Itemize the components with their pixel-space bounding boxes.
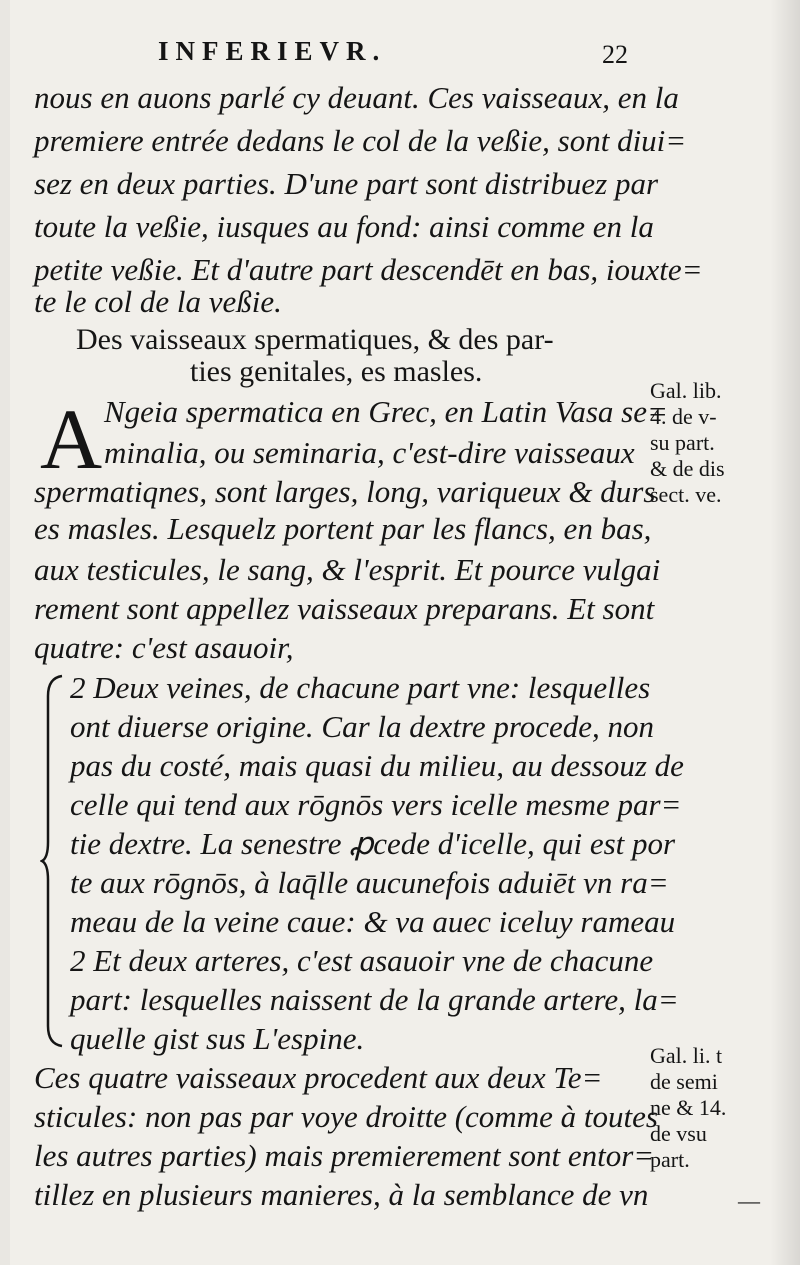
text-line: premiere entrée dedans le col de la veßie, sont diui= bbox=[34, 123, 687, 158]
margin-note-line: ne & 14. bbox=[650, 1094, 727, 1120]
text-line: meau de la veine caue: & va auec iceluy rameau bbox=[70, 904, 676, 939]
margin-note-line: & de dis bbox=[650, 455, 725, 481]
text-line: celle qui tend aux rōgnōs vers icelle mesme par= bbox=[70, 787, 682, 822]
text-line: tie dextre. La senestre ꝓcede d'icelle, qui est por bbox=[70, 826, 676, 861]
text-line: rement sont appellez vaisseaux preparans. Et sont bbox=[34, 591, 655, 626]
text-line: es masles. Lesquelz portent par les flancs, en bas, bbox=[34, 511, 652, 546]
text-line: quelle gist sus L'espine. bbox=[70, 1021, 365, 1056]
margin-note-line: sect. ve. bbox=[650, 481, 722, 507]
margin-note-line: 4. de v- bbox=[650, 403, 717, 429]
catchword-dash: — bbox=[738, 1188, 760, 1213]
margin-note-1 bbox=[650, 378, 725, 508]
margin-note-line: Gal. lib. bbox=[650, 378, 722, 403]
text-line: ont diuerse origine. Car la dextre procede, non bbox=[70, 709, 655, 744]
text-line: Ngeia spermatica en Grec, en Latin Vasa se= bbox=[104, 394, 668, 429]
text-line: spermatiqnes, sont larges, long, variqueux & durs bbox=[34, 474, 656, 509]
text-line: minalia, ou seminaria, c'est-dire vaisseaux bbox=[104, 435, 635, 470]
text-line: toute la veßie, iusques au fond: ainsi comme en la bbox=[34, 209, 654, 244]
book-page bbox=[10, 0, 800, 1265]
margin-note-line: de vsu bbox=[650, 1120, 707, 1146]
curly-brace-icon bbox=[40, 672, 66, 1050]
text-line: tillez en plusieurs manieres, à la semblance de vn bbox=[34, 1177, 649, 1212]
margin-note-line: de semi bbox=[650, 1068, 718, 1094]
text-line: 2 Et deux arteres, c'est asauoir vne de chacune bbox=[70, 943, 654, 978]
text-line: quatre: c'est asauoir, bbox=[34, 630, 294, 665]
margin-note-line: part. bbox=[650, 1146, 690, 1172]
section-heading-line-1: Des vaisseaux spermatiques, & des par- bbox=[76, 323, 554, 356]
text-line: pas du costé, mais quasi du milieu, au dessouz de bbox=[70, 748, 684, 783]
drop-cap: A bbox=[40, 391, 103, 487]
text-line: nous en auons parlé cy deuant. Ces vaisseaux, en la bbox=[34, 80, 679, 115]
text-line: sez en deux parties. D'une part sont distribuez par bbox=[34, 166, 659, 201]
page-number: 22 bbox=[602, 40, 628, 69]
margin-note-line: Gal. li. t bbox=[650, 1043, 723, 1068]
text-line: te aux rōgnōs, à laq̄lle aucunefois aduiēt vn ra= bbox=[70, 865, 669, 900]
text-line: les autres parties) mais premierement sont entor= bbox=[34, 1138, 655, 1173]
text-line: sticules: non pas par voye droitte (comme à toutes bbox=[34, 1099, 658, 1134]
text-line: petite veßie. Et d'autre part descendēt en bas, iouxte= bbox=[34, 252, 703, 287]
text-line: Ces quatre vaisseaux procedent aux deux Te= bbox=[34, 1060, 603, 1095]
margin-note-line: su part. bbox=[650, 429, 715, 455]
section-heading-line-2: ties genitales, es masles. bbox=[190, 355, 483, 388]
text-line: part: lesquelles naissent de la grande artere, la= bbox=[70, 982, 679, 1017]
page-edge-shadow bbox=[770, 0, 800, 1265]
text-line: te le col de la veßie. bbox=[34, 284, 282, 319]
text-line: 2 Deux veines, de chacune part vne: lesquelles bbox=[70, 670, 651, 705]
margin-note-2 bbox=[650, 1043, 726, 1173]
running-header: INFERIEVR. bbox=[158, 36, 387, 66]
text-line: aux testicules, le sang, & l'esprit. Et pource vulgai bbox=[34, 552, 661, 587]
